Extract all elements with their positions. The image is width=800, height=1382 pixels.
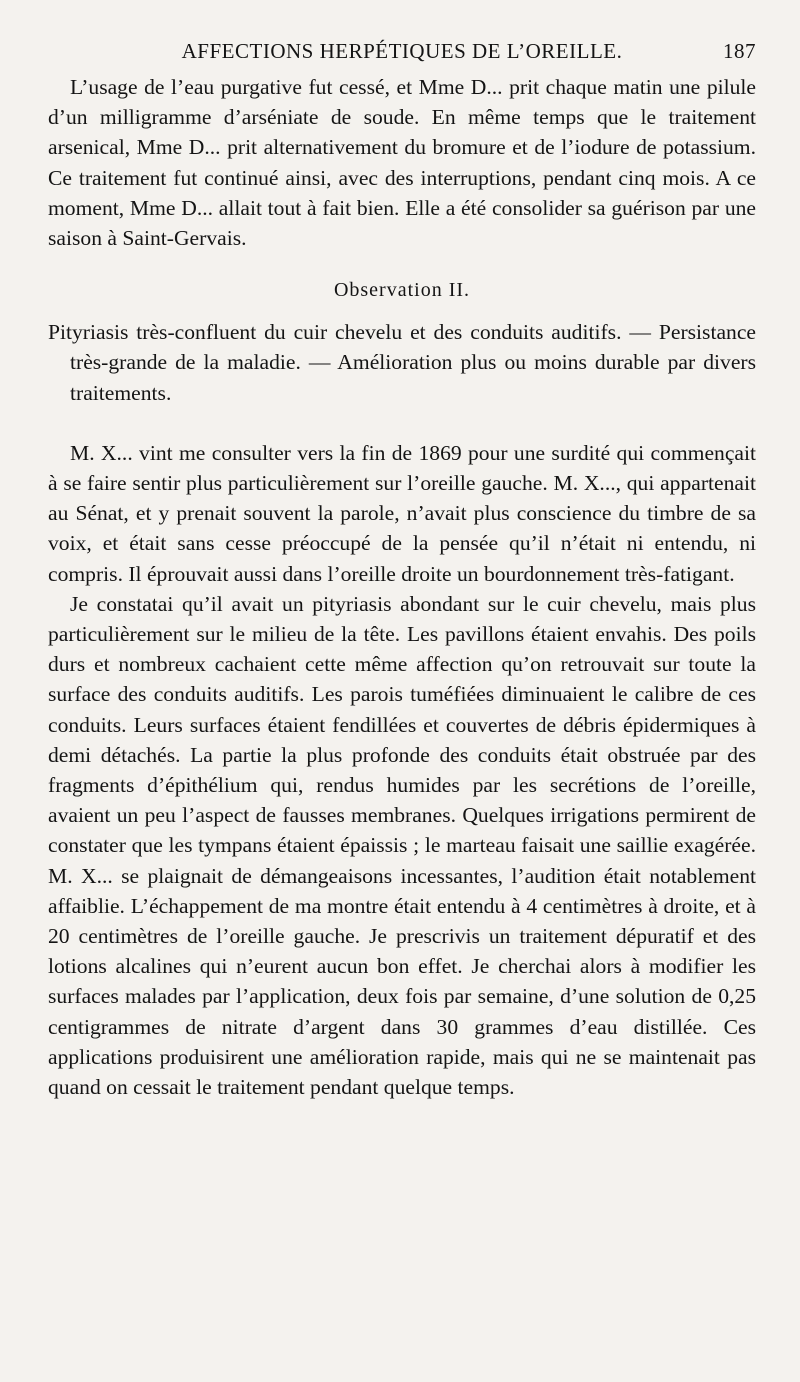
page-number: 187 [723, 39, 756, 63]
paragraph-3: Je constatai qu’il avait un pityriasis abondant sur le cuir chevelu, mais plus particulièrement sur le milieu de la tête. Les pavillons étaient envahis. Des poils durs et nombreux cachaient cette même affection qu’on retrouvait sur toute la surface des conduits auditifs. Les parois tuméfiées diminuaient le calibre de ces conduits. Leurs surfaces étaient fendillées et couvertes de débris épidermiques à demi détachés. La partie la plus profonde des conduits était obstruée par des fragments d’épithélium qui, rendus humides par les secrétions de l’oreille, avaient un peu l’aspect de fausses membranes. Quelques irrigations permirent de constater que les tympans étaient épaissis ; le marteau faisait une saillie exagérée. M. X... se plaignait de démangeaisons incessantes, l’audition était notablement affaiblie. L’échappement de ma montre était entendu à 4 centimètres à droite, et à 20 centimètres de l’oreille gauche. Je prescrivis un traitement dépuratif et des lotions alcalines qui n’eurent aucun bon effet. Je cherchai alors à modifier les surfaces malades par l’application, deux fois par semaine, d’une solution de 0,25 centigrammes de nitrate d’argent dans 30 grammes d’eau distillée. Ces applications produisirent une amélioration rapide, mais qui ne se maintenait pas quand on cessait le traitement pendant quelque temps. [48, 591, 756, 1100]
page-body [48, 72, 756, 1102]
observation-heading: Observation II. [333, 279, 471, 302]
paragraph-1: L’usage de l’eau purgative fut cessé, et Mme D... prit chaque matin une pilule d’un milligramme d’arséniate de soude. En même temps que le traitement arsenical, Mme D... prit alternativement du bromure et de l’iodure de potassium. Ce traitement fut continué ainsi, avec des interruptions, pendant cinq mois. A ce moment, Mme D... allait tout à fait bien. Elle a été consolider sa guérison par une saison à Saint-Gervais. [48, 75, 756, 251]
spacer [48, 424, 756, 438]
paragraph-2: M. X... vint me consulter vers la fin de 1869 pour une surdité qui commençait à se faire sentir plus particulièrement sur l’oreille gauche. M. X..., qui appartenait au Sénat, et y prenait souvent la parole, n’avait plus conscience du timbre de sa voix, et était sans cesse préoccupé de la pensée qu’il n’était ni entendu, ni compris. Il éprouvait aussi dans l’oreille droite un bourdonnement très-fatigant. [48, 440, 756, 586]
running-title: AFFECTIONS HERPÉTIQUES DE L’OREILLE. [181, 39, 623, 63]
running-header [48, 36, 756, 66]
observation-summary: Pityriasis très-confluent du cuir chevelu et des conduits auditifs. — Persistance très-grande de la maladie. — Amélioration plus ou moins durable par divers traitements. [48, 320, 756, 405]
